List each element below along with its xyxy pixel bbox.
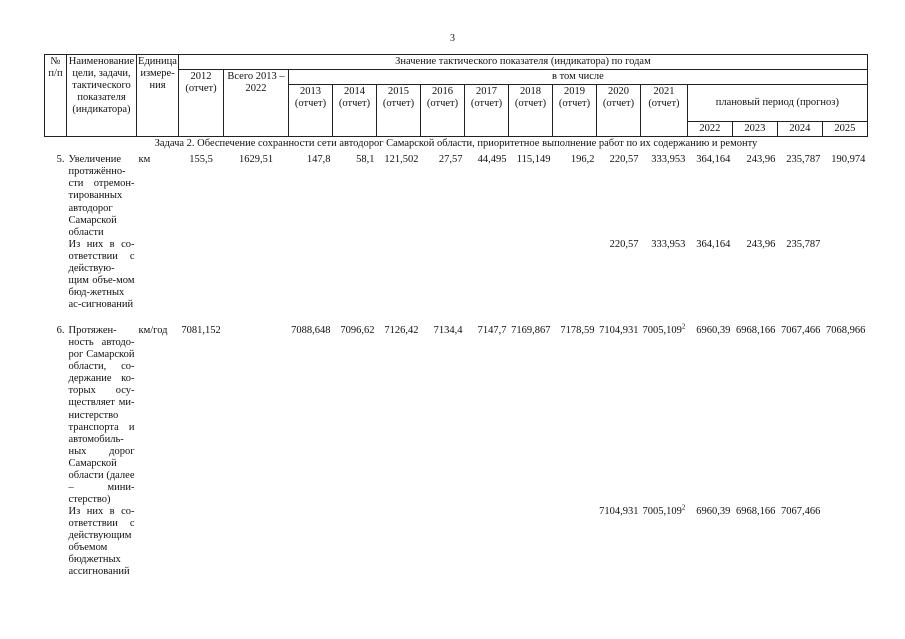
header-plan-year: 2025 — [822, 122, 867, 137]
row-2015: 7126,42 — [384, 325, 419, 337]
row-2025: 190,974 — [831, 154, 866, 166]
indicator-table — [44, 54, 868, 578]
subrow-2023: 6968,166 — [736, 506, 776, 517]
subrow-2020: 7104,931 — [599, 506, 639, 517]
row-2014: 58,1 — [356, 154, 375, 166]
header-num: № п/п — [45, 55, 67, 137]
row-unit: км — [138, 154, 151, 166]
header-year: 2015 (отчет) — [377, 85, 421, 137]
row-unit: км/год — [138, 325, 168, 337]
task-row — [45, 137, 868, 155]
subrow-2020: 220,57 — [609, 238, 639, 250]
row-2019: 196,2 — [570, 154, 595, 166]
row-2022: 6960,39 — [696, 325, 731, 337]
table-header — [45, 55, 868, 137]
row-2012: 155,5 — [189, 154, 213, 166]
row-2017: 44,495 — [477, 154, 507, 166]
subrow-2023: 243,96 — [746, 238, 776, 250]
row-2013: 147,8 — [306, 154, 331, 166]
row-2018: 115,149 — [516, 154, 551, 166]
row-2023: 6968,166 — [736, 325, 776, 337]
task-title: Задача 2. Обеспечение сохранности сети автодорог Самарской области, приоритетное выполнение работ по их содержанию и ремонту — [154, 138, 758, 150]
row-name: Протяжен-ность автодо-рог Самарской области, со-держание ко-торых осу-ществляет ми-нистерство транспорта и автомобиль-ных дорог Самарской области (далее – мини-стерство) — [68, 325, 135, 505]
header-in-total: в том числе — [289, 70, 868, 85]
table-row — [45, 311, 868, 506]
row-2019: 7178,59 — [560, 325, 595, 337]
subrow-2022: 6960,39 — [696, 506, 731, 517]
row-2024: 7067,466 — [781, 325, 821, 337]
row-2016: 7134,4 — [433, 325, 463, 337]
table-subrow — [45, 239, 868, 311]
row-2015: 121,502 — [384, 154, 419, 166]
subrow-2021: 333,953 — [651, 238, 686, 250]
row-2020: 7104,931 — [599, 325, 639, 337]
row-name: Увеличение протяжённо-сти отремон-тированных автодорог Самарской области — [68, 154, 135, 238]
table-subrow — [45, 506, 868, 578]
header-group-title: Значение тактического показателя (индикатора) по годам — [179, 55, 868, 70]
header-2012: 2012 (отчет) — [179, 70, 224, 137]
subrow-name: Из них в со-ответствии с действую-щим объе-мом бюд-жетных ас-сигнований — [68, 238, 135, 310]
header-year: 2018 (отчет) — [509, 85, 553, 137]
subrow-name: Из них в со-ответствии с действующим объемом бюджетных ассигнований — [68, 506, 135, 578]
row-2012: 7081,152 — [181, 325, 221, 337]
row-2021: 333,953 — [651, 154, 686, 166]
header-total: Всего 2013 – 2022 — [224, 70, 289, 137]
row-2014: 7096,62 — [340, 325, 375, 337]
row-2023: 243,96 — [746, 154, 776, 166]
header-name: Наименование цели, задачи, тактического показателя (индикатора) — [67, 55, 137, 137]
row-2016: 27,57 — [438, 154, 463, 166]
footnote-mark: 2 — [681, 322, 686, 331]
header-year: 2014 (отчет) — [333, 85, 377, 137]
page-number: 3 — [450, 33, 455, 44]
row-2013: 7088,648 — [291, 325, 331, 337]
row-num: 6. — [56, 325, 65, 337]
row-2018: 7169,867 — [511, 325, 551, 337]
row-2020: 220,57 — [609, 154, 639, 166]
table-row — [45, 154, 868, 238]
header-year: 2019 (отчет) — [553, 85, 597, 137]
header-year: 2020 (отчет) — [597, 85, 641, 137]
subrow-2024: 7067,466 — [781, 506, 821, 517]
row-2024: 235,787 — [786, 154, 821, 166]
header-plan-title: плановый период (прогноз) — [687, 85, 867, 122]
header-plan-year: 2023 — [732, 122, 777, 137]
header-unit: Единица измере-ния — [137, 55, 179, 137]
row-total: 1629,51 — [238, 154, 274, 166]
header-year: 2013 (отчет) — [289, 85, 333, 137]
row-2021: 7005,109$^2$ — [642, 322, 686, 337]
subrow-2024: 235,787 — [786, 238, 821, 250]
row-num: 5. — [56, 154, 65, 166]
header-year: 2017 (отчет) — [465, 85, 509, 137]
subrow-2022: 364,164 — [696, 238, 731, 250]
header-year: 2016 (отчет) — [421, 85, 465, 137]
subrow-2021: 7005,109$^2$ — [642, 503, 686, 517]
header-year: 2021 (отчет) — [641, 85, 688, 137]
header-plan-year: 2024 — [777, 122, 822, 137]
row-2017: 7147,7 — [477, 325, 507, 337]
row-total — [224, 311, 289, 506]
header-plan-year: 2022 — [687, 122, 732, 137]
row-2022: 364,164 — [696, 154, 731, 166]
row-2025: 7068,966 — [826, 325, 866, 337]
